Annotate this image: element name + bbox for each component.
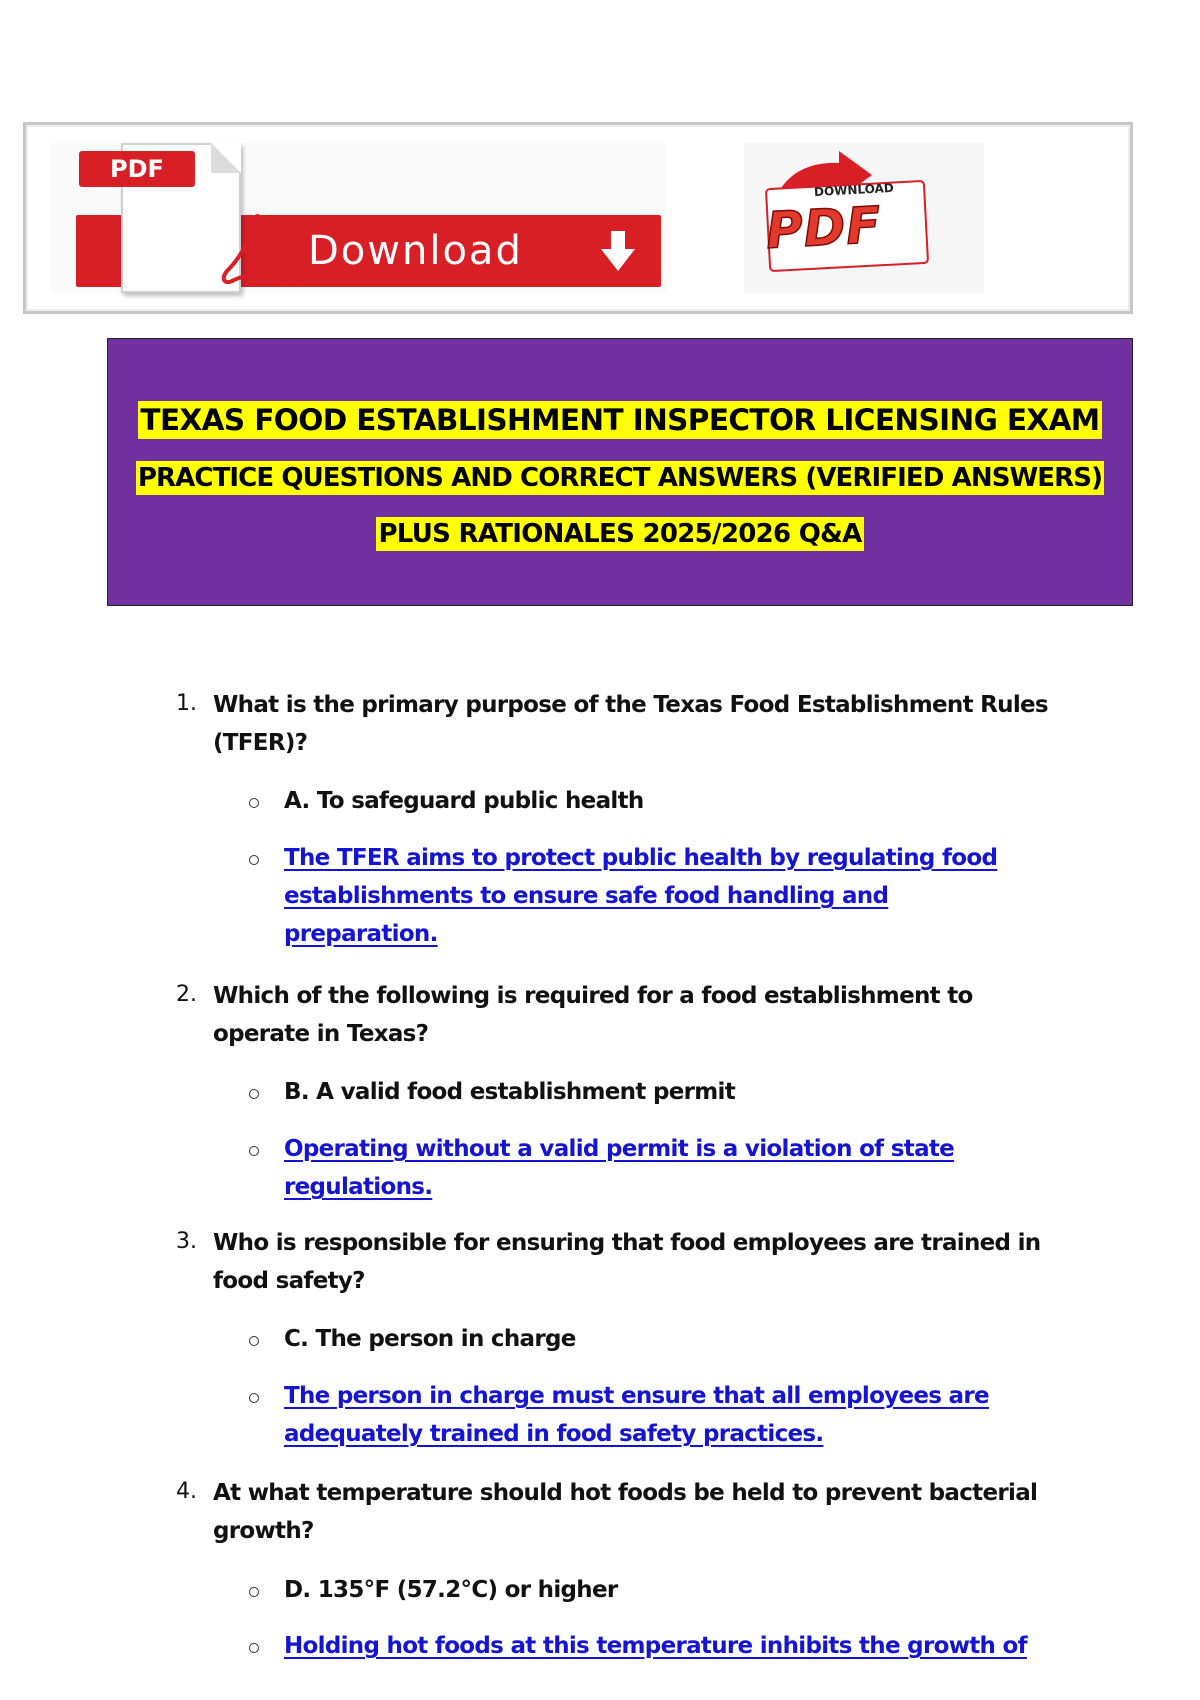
bullet-icon [249,1587,259,1597]
answer-text: A. To safeguard public health [284,788,644,814]
question-text: Who is responsible for ensuring that food employees are trained in food safety? [213,1230,1041,1294]
bullet-icon [249,1146,259,1156]
answer-text: B. A valid food establishment permit [284,1079,736,1105]
rationale-link[interactable]: Operating without a valid permit is a violation of state regulations. [284,1136,955,1200]
title-text-3: PLUS RATIONALES 2025/2026 Q&A [378,519,862,549]
answer-text: D. 135°F (57.2°C) or higher [284,1577,618,1603]
bullet-icon [249,1089,259,1099]
question-number: 4. [176,1479,197,1504]
question-text: What is the primary purpose of the Texas Food Establishment Rules (TFER)? [213,692,1048,756]
bullet-icon [249,798,259,808]
badge-pdf-text: PDF [764,196,883,260]
question-number: 3. [176,1229,197,1254]
rationale-link[interactable]: The person in charge must ensure that all employees are adequately trained in food safety practices. [284,1383,989,1447]
title-text-2: PRACTICE QUESTIONS AND CORRECT ANSWERS (VERIFIED ANSWERS) [137,463,1103,493]
bullet-icon [249,855,259,865]
bullet-icon [249,1643,259,1653]
title-text-1: TEXAS FOOD ESTABLISHMENT INSPECTOR LICENSING EXAM [140,403,1100,437]
question-number: 2. [176,982,197,1007]
answer-text: C. The person in charge [284,1326,576,1352]
bullet-icon [249,1336,259,1346]
question-text: Which of the following is required for a food establishment to operate in Texas? [213,983,973,1047]
bullet-icon [249,1393,259,1403]
rationale-link[interactable]: Holding hot foods at this temperature inhibits the growth of [284,1633,1027,1659]
question-number: 1. [176,691,197,716]
rationale-link[interactable]: The TFER aims to protect public health by regulating food establishments to ensure safe food handling and preparation. [284,845,998,947]
badge-download-text: DOWNLOAD [813,180,895,200]
download-label: Download [308,228,523,274]
pdf-tag-label: PDF [79,151,195,187]
question-text: At what temperature should hot foods be held to prevent bacterial growth? [213,1480,1038,1544]
